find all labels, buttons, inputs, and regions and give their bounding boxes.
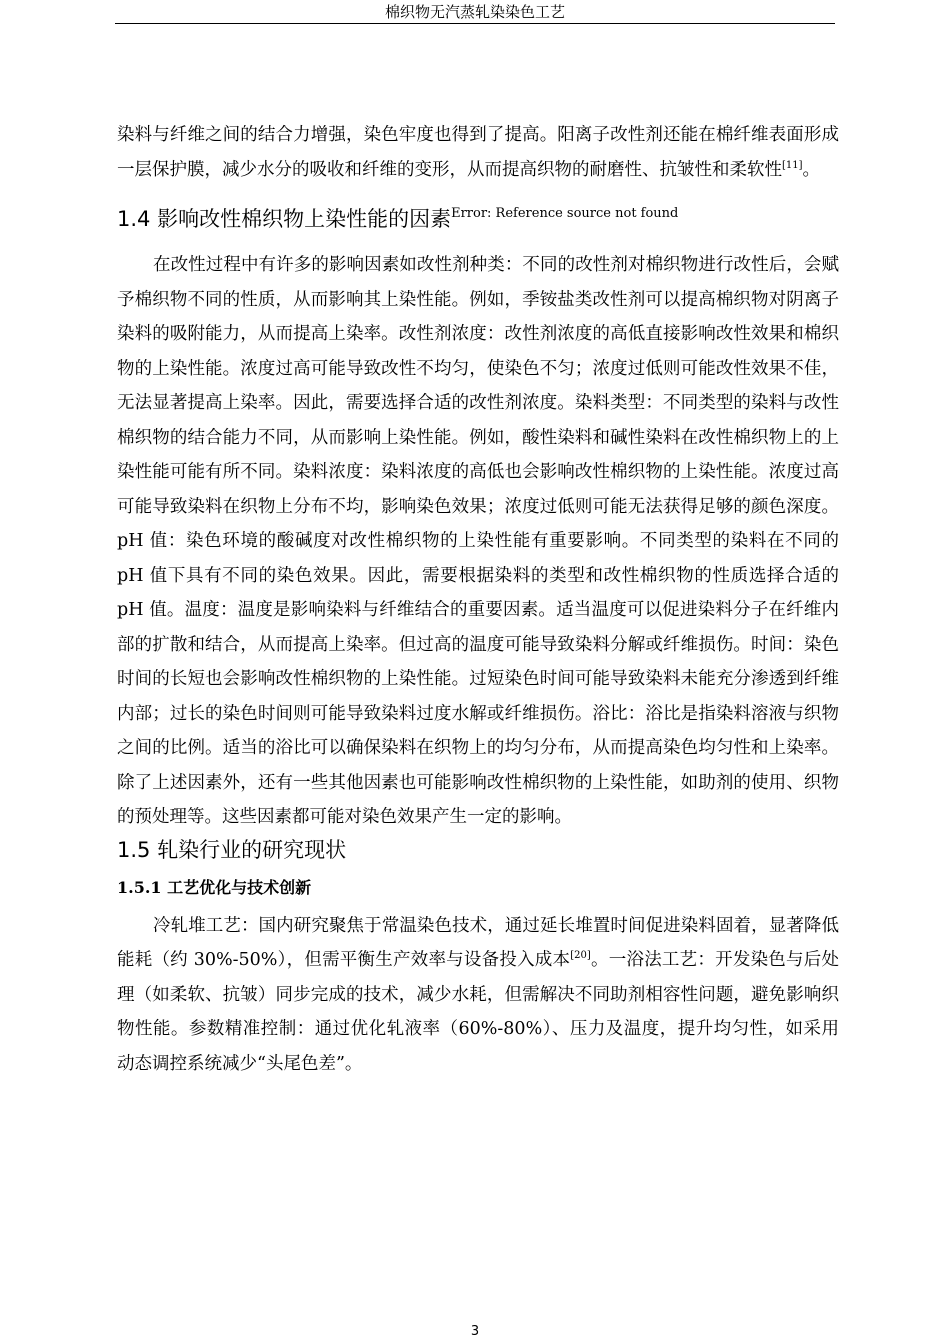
running-header: 棉织物无汽蒸轧染染色工艺 (384, 3, 565, 21)
reference-error: Error: Reference source not found (451, 206, 679, 221)
paragraph-influencing-factors: 在改性过程中有许多的影响因素如改性剂种类：不同的改性剂对棉织物进行改性后，会赋予棉织物不同的性质，从而影响其上染性能。例如，季铵盐类改性剂可以提高棉织物对阴离子染料的吸附能力，从而提高上染率。改性剂浓度：改性剂浓度的高低直接影响改性效果和棉织物的上染性能。浓度过高可能导致改性不均匀，使染色不匀；浓度过低则可能改性效果不佳，无法显著提高上染率。因此，需要选择合适的改性剂浓度。染料类型：不同类型的染料与改性棉织物的结合能力不同，从而影响上染性能。例如，酸性染料和碱性染料在改性棉织物上的上染性能可能有所不同。染料浓度：染料浓度的高低也会影响改性棉织物的上染性能。浓度过高可能导致染料在织物上分布不均，影响染色效果；浓度过低则可能无法获得足够的颜色深度。pH 值：染色环境的酸碱度对改性棉织物的上染性能有重要影响。不同类型的染料在不同的 pH 值下具有不同的染色效果。因此，需要根据染料的类型和改性棉织物的性质选择合适的 pH 值。温度：温度是影响染料与纤维结合的重要因素。适当温度可以促进染料分子在纤维内部的扩散和结合，从而提高上染率。但过高的温度可能导致染料分解或纤维损伤。时间：染色时间的长短也会影响改性棉织物的上染性能。过短染色时间可能导致染料未能充分渗透到纤维内部；过长的染色时间则可能导致染料过度水解或纤维损伤。浴比：浴比是指染料溶液与织物之间的比例。适当的浴比可以确保染料在织物上的均匀分布，从而提高染色均匀性和上染率。除了上述因素外，还有一些其他因素也可能影响改性棉织物的上染性能，如助剂的使用、织物的预处理等。这些因素都可能对染色效果产生一定的影响。 (117, 255, 839, 827)
citation[interactable]: [11] (782, 159, 803, 171)
page-body (117, 118, 839, 1081)
subsection-heading-1-5-1: 1.5.1 工艺优化与技术创新 (117, 877, 312, 897)
paragraph-text: 染料与纤维之间的结合力增强，染色牢度也得到了提高。阳离子改性剂还能在棉纤维表面形成一层保护膜，减少水分的吸收和纤维的变形，从而提高织物的耐磨性、抗皱性和柔软性 (117, 125, 839, 180)
paragraph-text: 。一浴法工艺：开发染色与后处理（如柔软、抗皱）同步完成的技术，减少水耗，但需解决不同助剂相容性问题，避免影响织物性能。参数精准控制：通过优化轧液率（60%-80%）、压力及温度，提升均匀性，如采用动态调控系统减少“头尾色差”。 (117, 950, 839, 1074)
page-number: 3 (470, 1324, 480, 1339)
section-title: 1.4 影响改性棉织物上染性能的因素 (117, 207, 452, 231)
citation[interactable]: [20] (570, 950, 591, 961)
section-heading-1-5: 1.5 轧染行业的研究现状 (117, 837, 347, 862)
paragraph-end: 。 (802, 159, 821, 180)
paragraph-continuation (117, 118, 839, 187)
header-rule (115, 23, 835, 24)
section-heading-1-4 (117, 204, 839, 234)
paragraph-process-optimization (117, 909, 839, 1082)
paragraph-text: 冷轧堆工艺：国内研究聚焦于常温染色技术，通过延长堆置时间促进染料固着，显著降低能耗（约 30%-50%），但需平衡生产效率与设备投入成本 (117, 915, 839, 970)
